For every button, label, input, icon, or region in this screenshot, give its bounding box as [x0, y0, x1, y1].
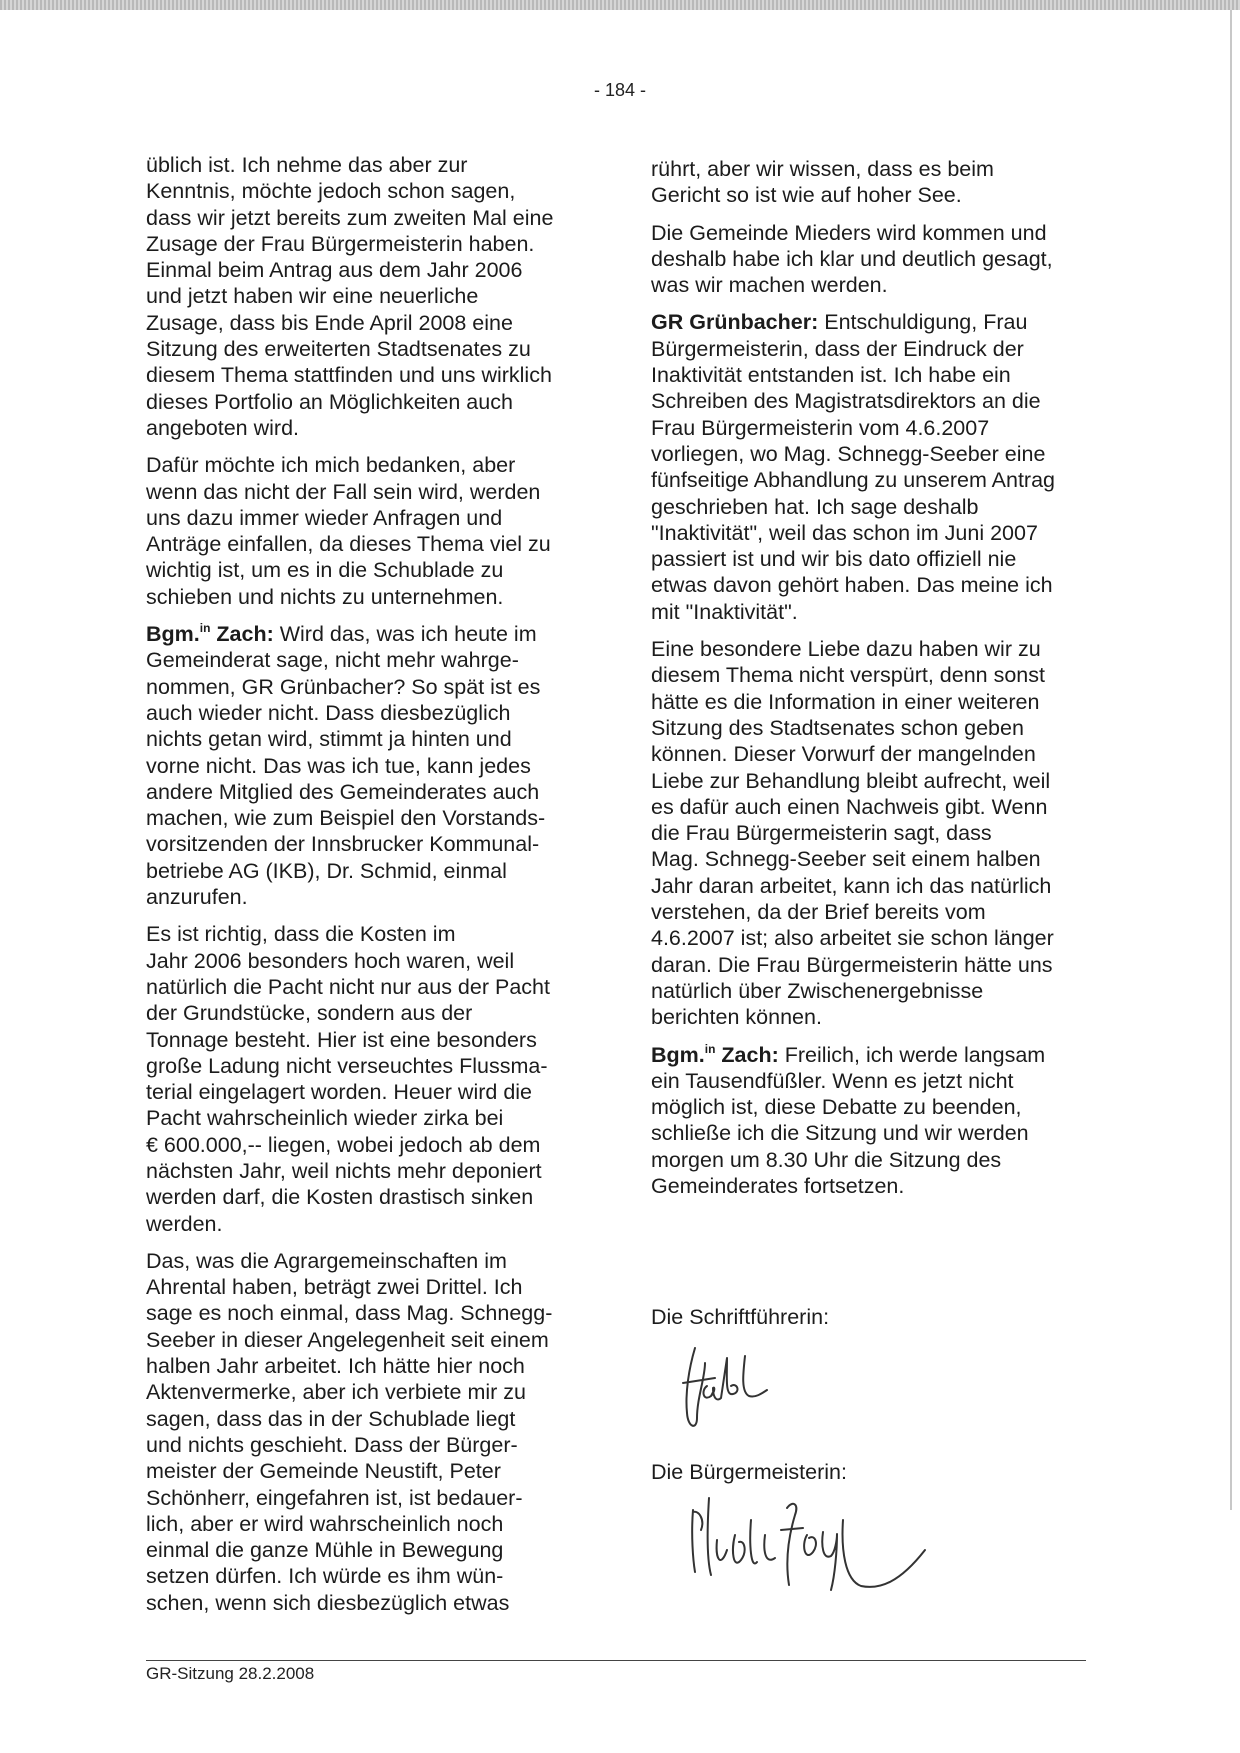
scan-edge-top: [0, 0, 1240, 10]
speaker-label: GR Grünbacher:: [651, 310, 819, 335]
paragraph: Die Gemeinde Mieders wird kommen und deshalb habe ich klar und deutlich gesagt, was wir machen werden.: [651, 220, 1053, 298]
paragraph: üblich ist. Ich nehme das aber zur Kenntnis, möchte jedoch schon sagen, dass wir jetzt bereits zum zweiten Mal eine Zusage der Frau Bürgermeisterin haben. Einmal beim Antrag aus dem Jahr 2006 und jetzt haben wir eine neuerliche Zusage, dass bis Ende April 2008 eine Sitzung des erweiterten Stadtsenates zu diesem Thema stattfinden und uns wirklich dieses Portfolio an Möglichkeiten auch angeboten wird.: [146, 153, 554, 440]
speech-mayor: Bgm.$^{in}$ Zach: Freilich, ich werde langsam ein Tausendfüßler. Wenn es jetzt nicht möglich ist, diese Debatte zu beenden, schließe ich die Sitzung und wir werden morgen um 8.30 Uhr die Sitzung des Gemeinderates fortsetzen.: [651, 1041, 1046, 1198]
secretary-signature: [675, 1338, 795, 1438]
paragraph: rührt, aber wir wissen, dass es beim Gericht so ist wie auf hoher See.: [651, 157, 994, 208]
mayor-signature: [685, 1490, 985, 1600]
mayor-signature-label: Die Bürgermeisterin:: [651, 1460, 847, 1484]
paragraph: Eine besondere Liebe dazu haben wir zu diesem Thema nicht verspürt, denn sonst hätte es die Information in einer weiteren Sitzung des Stadtsenates schon geben können. Dieser Vorwurf der mangelnden Liebe zur Behandlung bleibt aufrecht, weil es dafür auch einen Nachweis gibt. Wenn die Frau Bürgermeisterin sagt, dass Mag. Schnegg-Seeber seit einem halben Jahr daran arbeitet, kann ich das natürlich verstehen, da der Brief bereits vom 4.6.2007 ist; also arbeitet sie schon länger daran. Die Frau Bürgermeisterin hätte uns natürlich über Zwischenergebnisse berichten können.: [651, 637, 1054, 1030]
secretary-signature-label: Die Schriftführerin:: [651, 1305, 830, 1329]
right-column: [651, 156, 1096, 1210]
page-number: - 184 -: [593, 80, 647, 100]
paragraph: Dafür möchte ich mich bedanken, aber wenn das nicht der Fall sein wird, werden uns dazu immer wieder Anfragen und Anträge einfallen, da dieses Thema viel zu wichtig ist, um es in die Schublade zu schieben und nichts zu unternehmen.: [146, 453, 551, 609]
speech-mayor: Bgm.$^{in}$ Zach: Wird das, was ich heute im Gemeinderat sage, nicht mehr wahrge- nommen, GR Grünbacher? So spät ist es auch wieder nicht. Dass diesbezüglich nichts getan wird, stimmt ja hinten und vorne nicht. Das was ich tue, kann jedes andere Mitglied des Gemeinderates auch machen, wie zum Beispiel den Vorstands- vorsitzenden der Innsbrucker Kommunal- betriebe AG (IKB), Dr. Schmid, einmal anzurufen.: [146, 621, 546, 910]
speech-gruenbacher: GR Grünbacher: Entschuldigung, Frau Bürgermeisterin, dass der Eindruck der Inaktivität entstanden ist. Ich habe ein Schreiben des Magistratsdirektors an die Frau Bürgermeisterin vom 4.6.2007 vorliegen, wo Mag. Schnegg-Seeber eine fünfseitige Abhandlung zu unserem Antrag geschrieben hat. Ich sage deshalb "Inaktivität", weil das schon im Juni 2007 passiert ist und wir bis dato offiziell nie etwas davon gehört haben. Das meine ich mit "Inaktivität".: [651, 310, 1056, 624]
paragraph: Das, was die Agrargemeinschaften im Ahrental haben, beträgt zwei Drittel. Ich sage es noch einmal, dass Mag. Schnegg- Seeber in dieser Angelegenheit seit einem halben Jahr arbeitet. Ich hätte hier noch Aktenvermerke, aber ich verbiete mir zu sagen, dass das in der Schublade liegt und nichts geschieht. Dass der Bürger- meister der Gemeinde Neustift, Peter Schönherr, eingefahren ist, ist bedauer- lich, aber er wird wahrscheinlich noch einmal die ganze Mühle in Bewegung setzen dürfen. Ich würde es ihm wün- schen, wenn sich diesbezüglich etwas: [146, 1248, 553, 1615]
scan-edge-right: [1230, 10, 1232, 1510]
footer-divider: [146, 1660, 1086, 1661]
left-column: [146, 152, 591, 1627]
speaker-label: Bgm.$^{in}$ Zach:: [146, 621, 274, 647]
paragraph: Es ist richtig, dass die Kosten im Jahr 2006 besonders hoch waren, weil natürlich die Pacht nicht nur aus der Pacht der Grundstücke, sondern aus der Tonnage besteht. Hier ist eine besonders große Ladung nicht verseuchtes Flussma- terial eingelagert worden. Heuer wird die Pacht wahrscheinlich wieder zirka bei € 600.000,-- liegen, wobei jedoch ab dem nächsten Jahr, weil nichts mehr deponiert werden darf, die Kosten drastisch sinken werden.: [146, 922, 550, 1236]
footer-session-label: GR-Sitzung 28.2.2008: [146, 1664, 315, 1683]
speaker-label: Bgm.$^{in}$ Zach:: [651, 1041, 779, 1067]
